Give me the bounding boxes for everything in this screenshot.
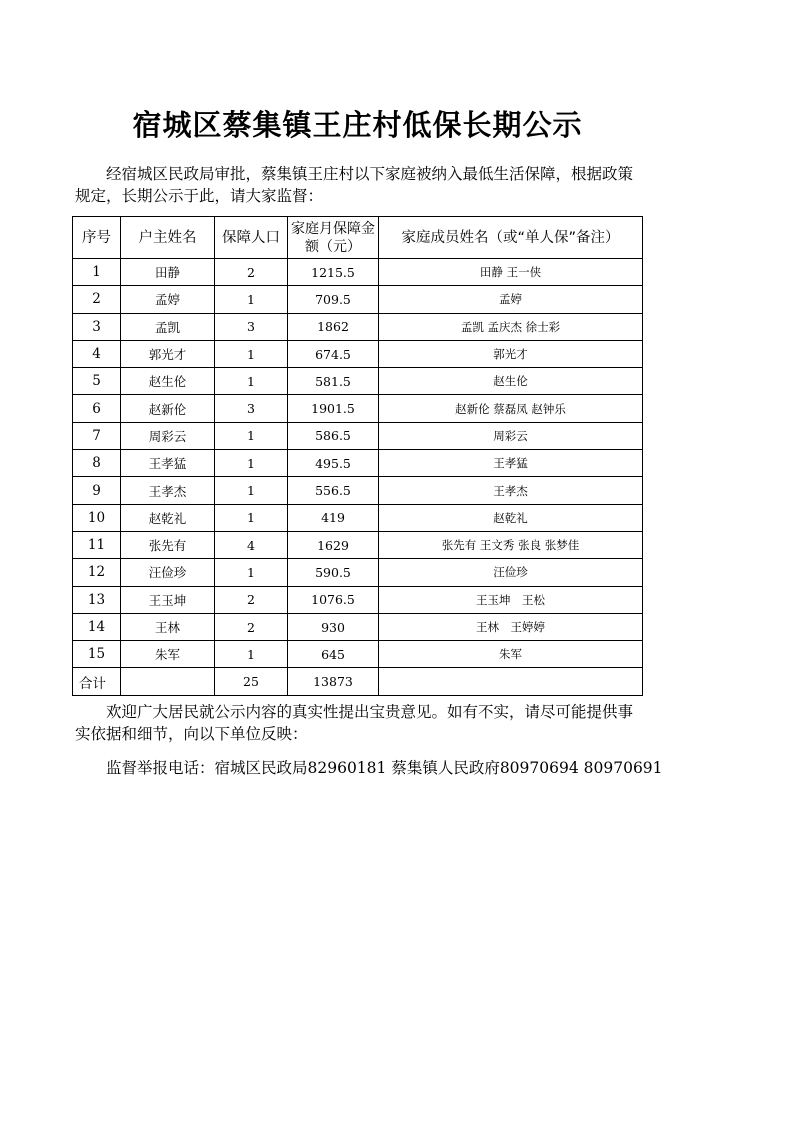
- row-seq: 3: [73, 313, 121, 340]
- row-amount: 590.5: [288, 559, 379, 586]
- row-head-name: 王玉坤: [121, 586, 215, 613]
- row-members: 赵乾礼: [379, 504, 643, 531]
- row-seq: 13: [73, 586, 121, 613]
- total-row: [73, 668, 643, 695]
- row-amount: 1215.5: [288, 259, 379, 286]
- row-amount: 419: [288, 504, 379, 531]
- total-people: 25: [215, 668, 288, 695]
- row-head-name: 赵新伦: [121, 395, 215, 422]
- row-members: 周彩云: [379, 422, 643, 449]
- row-members: 王孝杰: [379, 477, 643, 504]
- row-members: 赵新伦 蔡磊凤 赵钟乐: [379, 395, 643, 422]
- row-amount: 674.5: [288, 340, 379, 367]
- table-row: [73, 422, 643, 449]
- table-body: [73, 259, 643, 668]
- table-row: [73, 368, 643, 395]
- row-amount: 930: [288, 613, 379, 640]
- table-row: [73, 641, 643, 668]
- row-seq: 15: [73, 641, 121, 668]
- row-head-name: 赵乾礼: [121, 504, 215, 531]
- feedback-paragraph: 欢迎广大居民就公示内容的真实性提出宝贵意见。如有不实，请尽可能提供事实依据和细节，向以下单位反映：: [75, 703, 634, 743]
- row-people: 3: [215, 313, 288, 340]
- row-members: 孟婷: [379, 286, 643, 313]
- table-row: [73, 504, 643, 531]
- row-amount: 709.5: [288, 286, 379, 313]
- row-seq: 1: [73, 259, 121, 286]
- table-row: [73, 286, 643, 313]
- header-members: 家庭成员姓名（或“单人保”备注）: [379, 217, 643, 259]
- table-row: [73, 477, 643, 504]
- table-row: [73, 559, 643, 586]
- total-label: 合计: [73, 668, 121, 695]
- row-amount: 1076.5: [288, 586, 379, 613]
- row-people: 2: [215, 259, 288, 286]
- header-amount: 家庭月保障金额（元）: [288, 217, 379, 259]
- header-seq: 序号: [73, 217, 121, 259]
- row-head-name: 孟婷: [121, 286, 215, 313]
- row-seq: 9: [73, 477, 121, 504]
- row-seq: 6: [73, 395, 121, 422]
- total-name-cell: [121, 668, 215, 695]
- row-amount: 556.5: [288, 477, 379, 504]
- row-head-name: 赵生伦: [121, 368, 215, 395]
- total-amount: 13873: [288, 668, 379, 695]
- row-head-name: 张先有: [121, 531, 215, 558]
- row-members: 田静 王一侠: [379, 259, 643, 286]
- row-members: 朱军: [379, 641, 643, 668]
- row-people: 2: [215, 586, 288, 613]
- row-seq: 11: [73, 531, 121, 558]
- header-head-name: 户主姓名: [121, 217, 215, 259]
- row-head-name: 王林: [121, 613, 215, 640]
- intro-paragraph: 经宿城区民政局审批，蔡集镇王庄村以下家庭被纳入最低生活保障，根据政策规定，长期公示于此，请大家监督：: [75, 165, 634, 205]
- table-row: [73, 395, 643, 422]
- row-amount: 1629: [288, 531, 379, 558]
- table-header-row: [73, 217, 643, 259]
- row-head-name: 郭光才: [121, 340, 215, 367]
- row-people: 1: [215, 368, 288, 395]
- row-amount: 645: [288, 641, 379, 668]
- page-title: 宿城区蔡集镇王庄村低保长期公示: [132, 108, 583, 142]
- row-seq: 8: [73, 450, 121, 477]
- row-members: 王林 王婷婷: [379, 613, 643, 640]
- row-people: 1: [215, 504, 288, 531]
- row-members: 王孝猛: [379, 450, 643, 477]
- row-seq: 5: [73, 368, 121, 395]
- table-row: [73, 450, 643, 477]
- row-seq: 7: [73, 422, 121, 449]
- row-members: 孟凯 孟庆杰 徐士彩: [379, 313, 643, 340]
- row-people: 1: [215, 340, 288, 367]
- table-row: [73, 586, 643, 613]
- row-head-name: 田静: [121, 259, 215, 286]
- hotline-paragraph: 监督举报电话：宿城区民政局82960181 蔡集镇人民政府80970694 80970691: [106, 759, 663, 777]
- row-people: 1: [215, 286, 288, 313]
- table-row: [73, 340, 643, 367]
- row-amount: 581.5: [288, 368, 379, 395]
- row-people: 1: [215, 477, 288, 504]
- row-people: 3: [215, 395, 288, 422]
- row-amount: 495.5: [288, 450, 379, 477]
- table-row: [73, 313, 643, 340]
- row-head-name: 王孝杰: [121, 477, 215, 504]
- row-amount: 586.5: [288, 422, 379, 449]
- row-amount: 1901.5: [288, 395, 379, 422]
- row-members: 张先有 王文秀 张良 张梦佳: [379, 531, 643, 558]
- row-seq: 12: [73, 559, 121, 586]
- row-seq: 10: [73, 504, 121, 531]
- row-head-name: 汪俭珍: [121, 559, 215, 586]
- row-head-name: 周彩云: [121, 422, 215, 449]
- table-row: [73, 531, 643, 558]
- row-seq: 14: [73, 613, 121, 640]
- row-head-name: 王孝猛: [121, 450, 215, 477]
- row-head-name: 孟凯: [121, 313, 215, 340]
- row-members: 汪俭珍: [379, 559, 643, 586]
- row-members: 郭光才: [379, 340, 643, 367]
- row-members: 王玉坤 王松: [379, 586, 643, 613]
- table-row: [73, 613, 643, 640]
- total-members-cell: [379, 668, 643, 695]
- row-people: 1: [215, 422, 288, 449]
- recipients-table: [72, 216, 643, 696]
- row-members: 赵生伦: [379, 368, 643, 395]
- row-seq: 2: [73, 286, 121, 313]
- row-people: 2: [215, 613, 288, 640]
- row-people: 1: [215, 641, 288, 668]
- row-head-name: 朱军: [121, 641, 215, 668]
- row-seq: 4: [73, 340, 121, 367]
- row-people: 1: [215, 559, 288, 586]
- table-row: [73, 259, 643, 286]
- row-amount: 1862: [288, 313, 379, 340]
- row-people: 4: [215, 531, 288, 558]
- row-people: 1: [215, 450, 288, 477]
- header-people: 保障人口: [215, 217, 288, 259]
